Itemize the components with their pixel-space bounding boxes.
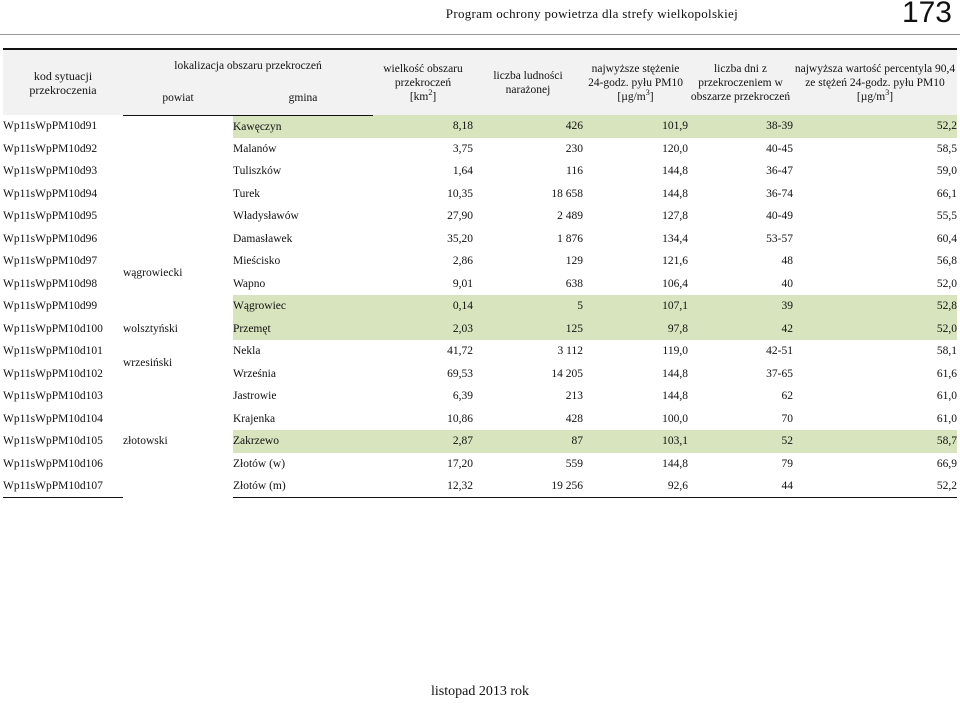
cell-population: 87 xyxy=(473,430,583,453)
cell-area: 17,20 xyxy=(447,457,473,470)
cell-kod: Wp11sWpPM10d97 xyxy=(3,255,98,268)
cell-population: 428 xyxy=(565,412,583,425)
cell-area: 2,87 xyxy=(373,430,473,453)
table-row xyxy=(3,250,957,273)
header-area: wielkość obszaru przekroczeń $[km^2]$ xyxy=(373,49,473,115)
cell-area: 1,64 xyxy=(452,165,473,178)
cell-max: 134,4 xyxy=(662,232,688,245)
cell-area: 3,75 xyxy=(452,142,473,155)
cell-max: 106,4 xyxy=(662,277,688,290)
header-population: liczba ludności narażonej xyxy=(473,49,583,115)
cell-gmina: Władysławów xyxy=(233,210,299,223)
cell-powiat-empty xyxy=(123,115,233,250)
cell-days: 53-57 xyxy=(766,232,793,245)
cell-max: 97,8 xyxy=(583,318,688,341)
cell-max: 92,6 xyxy=(583,475,688,498)
cell-population: 3 112 xyxy=(557,345,583,358)
header-days: liczba dni z przekroczeniem w obszarze przekroczeń xyxy=(688,49,793,115)
cell-days: 42 xyxy=(688,318,793,341)
cell-gmina: Zakrzewo xyxy=(233,430,373,453)
exceedance-table xyxy=(3,48,957,498)
header-percentile: najwyższa wartość percentyla 90,4 ze stężeń 24-godz. pyłu PM10 $[\mu g/m^3]$ xyxy=(793,49,957,115)
cell-percentile: 52,0 xyxy=(793,318,957,341)
cell-days: 44 xyxy=(688,475,793,498)
cell-kod: Wp11sWpPM10d106 xyxy=(3,457,103,470)
header-lokalizacja: lokalizacja obszaru przekroczeń xyxy=(123,49,373,82)
cell-gmina: Mieścisko xyxy=(233,255,281,268)
cell-area: 35,20 xyxy=(447,232,473,245)
cell-gmina: Turek xyxy=(233,187,261,200)
header-kod: kod sytuacji przekroczenia xyxy=(3,49,123,115)
page-number: 173 xyxy=(901,0,952,29)
cell-kod: Wp11sWpPM10d95 xyxy=(3,210,98,223)
header-gmina: gmina xyxy=(233,82,373,115)
cell-population: 125 xyxy=(473,318,583,341)
page-footer: listopad 2013 rok xyxy=(431,684,529,699)
cell-area: 9,01 xyxy=(452,277,473,290)
cell-kod: Wp11sWpPM10d99 xyxy=(3,300,98,313)
header-rule xyxy=(0,34,960,35)
cell-population: 559 xyxy=(565,457,583,470)
cell-population: 2 489 xyxy=(557,210,583,223)
cell-max: 100,0 xyxy=(662,412,688,425)
cell-area: 6,39 xyxy=(452,390,473,403)
cell-days: 37-65 xyxy=(766,367,793,380)
cell-percentile: 66,9 xyxy=(936,457,957,470)
cell-population: 18 658 xyxy=(551,187,583,200)
cell-population: 230 xyxy=(565,142,583,155)
cell-max: 144,8 xyxy=(662,457,688,470)
cell-max: 103,1 xyxy=(583,430,688,453)
cell-population: 213 xyxy=(565,390,583,403)
table-row xyxy=(3,385,957,408)
header-powiat: powiat xyxy=(123,82,233,115)
cell-gmina: Damasławek xyxy=(233,232,293,245)
cell-days: 62 xyxy=(781,390,793,403)
cell-max: 127,8 xyxy=(662,210,688,223)
cell-population: 638 xyxy=(565,277,583,290)
cell-percentile: 55,5 xyxy=(936,210,957,223)
cell-days: 38-39 xyxy=(688,115,793,138)
cell-percentile: 52,8 xyxy=(793,295,957,318)
cell-max: 121,6 xyxy=(662,255,688,268)
cell-gmina: Tuliszków xyxy=(233,165,282,178)
cell-days: 40-45 xyxy=(766,142,793,155)
cell-powiat: złotowski xyxy=(123,435,168,448)
cell-kod: Wp11sWpPM10d107 xyxy=(3,475,123,498)
cell-kod: Wp11sWpPM10d98 xyxy=(3,277,98,290)
cell-population: 1 876 xyxy=(557,232,583,245)
cell-kod: Wp11sWpPM10d93 xyxy=(3,165,98,178)
cell-percentile: 52,2 xyxy=(793,475,957,498)
cell-area: 12,32 xyxy=(373,475,473,498)
page-header xyxy=(0,0,960,40)
cell-population: 14 205 xyxy=(551,367,583,380)
cell-kod: Wp11sWpPM10d100 xyxy=(3,322,103,335)
cell-area: 10,35 xyxy=(447,187,473,200)
cell-max: 144,8 xyxy=(662,187,688,200)
table-row xyxy=(3,340,957,363)
cell-gmina: Przemęt xyxy=(233,318,373,341)
cell-days: 39 xyxy=(688,295,793,318)
cell-days: 48 xyxy=(781,255,793,268)
cell-kod: Wp11sWpPM10d104 xyxy=(3,412,103,425)
cell-max: 144,8 xyxy=(662,390,688,403)
cell-kod: Wp11sWpPM10d102 xyxy=(3,367,103,380)
table-row xyxy=(3,318,957,341)
cell-area: 0,14 xyxy=(373,295,473,318)
cell-gmina: Września xyxy=(233,367,276,380)
cell-percentile: 59,0 xyxy=(936,165,957,178)
cell-kod: Wp11sWpPM10d105 xyxy=(3,435,103,448)
table-row xyxy=(3,115,957,138)
cell-area: 41,72 xyxy=(447,345,473,358)
cell-gmina: Malanów xyxy=(233,142,277,155)
cell-kod: Wp11sWpPM10d101 xyxy=(3,345,103,358)
cell-population: 129 xyxy=(565,255,583,268)
cell-days: 40-49 xyxy=(766,210,793,223)
cell-days: 36-47 xyxy=(766,165,793,178)
cell-percentile: 58,1 xyxy=(936,345,957,358)
cell-max: 107,1 xyxy=(583,295,688,318)
running-title: Program ochrony powietrza dla strefy wielkopolskiej xyxy=(445,6,738,21)
cell-days: 42-51 xyxy=(766,345,793,358)
cell-percentile: 60,4 xyxy=(936,232,957,245)
cell-max: 144,8 xyxy=(662,367,688,380)
cell-powiat-empty xyxy=(123,295,233,318)
cell-percentile: 61,6 xyxy=(936,367,957,380)
cell-gmina: Kawęczyn xyxy=(233,115,373,138)
cell-area: 2,03 xyxy=(373,318,473,341)
cell-gmina: Wapno xyxy=(233,277,266,290)
cell-powiat: wągrowiecki xyxy=(123,266,183,279)
cell-area: 27,90 xyxy=(447,210,473,223)
cell-population: 426 xyxy=(473,115,583,138)
cell-max: 144,8 xyxy=(662,165,688,178)
cell-percentile: 58,5 xyxy=(936,142,957,155)
cell-percentile: 52,0 xyxy=(936,277,957,290)
cell-percentile: 58,7 xyxy=(793,430,957,453)
cell-area: 2,86 xyxy=(452,255,473,268)
cell-kod: Wp11sWpPM10d96 xyxy=(3,232,98,245)
cell-days: 40 xyxy=(781,277,793,290)
cell-gmina: Wągrowiec xyxy=(233,295,373,318)
cell-percentile: 61,0 xyxy=(936,390,957,403)
cell-percentile: 66,1 xyxy=(936,187,957,200)
cell-gmina: Jastrowie xyxy=(233,390,277,403)
cell-kod: Wp11sWpPM10d94 xyxy=(3,187,98,200)
cell-gmina: Złotów (w) xyxy=(233,457,286,470)
cell-population: 5 xyxy=(473,295,583,318)
cell-powiat: wolsztyński xyxy=(123,322,178,335)
cell-days: 79 xyxy=(781,457,793,470)
cell-kod: Wp11sWpPM10d103 xyxy=(3,390,103,403)
cell-area: 10,86 xyxy=(447,412,473,425)
cell-gmina: Złotów (m) xyxy=(233,475,373,498)
cell-days: 52 xyxy=(688,430,793,453)
table-row xyxy=(3,295,957,318)
cell-kod: Wp11sWpPM10d92 xyxy=(3,142,98,155)
cell-gmina: Krajenka xyxy=(233,412,276,425)
cell-population: 19 256 xyxy=(473,475,583,498)
cell-powiat: wrzesiński xyxy=(123,356,173,369)
cell-max: 119,0 xyxy=(662,345,688,358)
header-max-concentration: najwyższe stężenie 24-godz. pyłu PM10 $[\mu g/m^3]$ xyxy=(583,49,688,115)
cell-kod: Wp11sWpPM10d91 xyxy=(3,120,98,133)
cell-area: 69,53 xyxy=(447,367,473,380)
cell-percentile: 52,2 xyxy=(793,115,957,138)
cell-max: 101,9 xyxy=(583,115,688,138)
cell-area: 8,18 xyxy=(373,115,473,138)
cell-population: 116 xyxy=(566,165,583,178)
cell-days: 36-74 xyxy=(766,187,793,200)
cell-percentile: 56,8 xyxy=(936,255,957,268)
cell-days: 70 xyxy=(781,412,793,425)
cell-gmina: Nekla xyxy=(233,345,261,358)
cell-max: 120,0 xyxy=(662,142,688,155)
cell-percentile: 61,0 xyxy=(936,412,957,425)
